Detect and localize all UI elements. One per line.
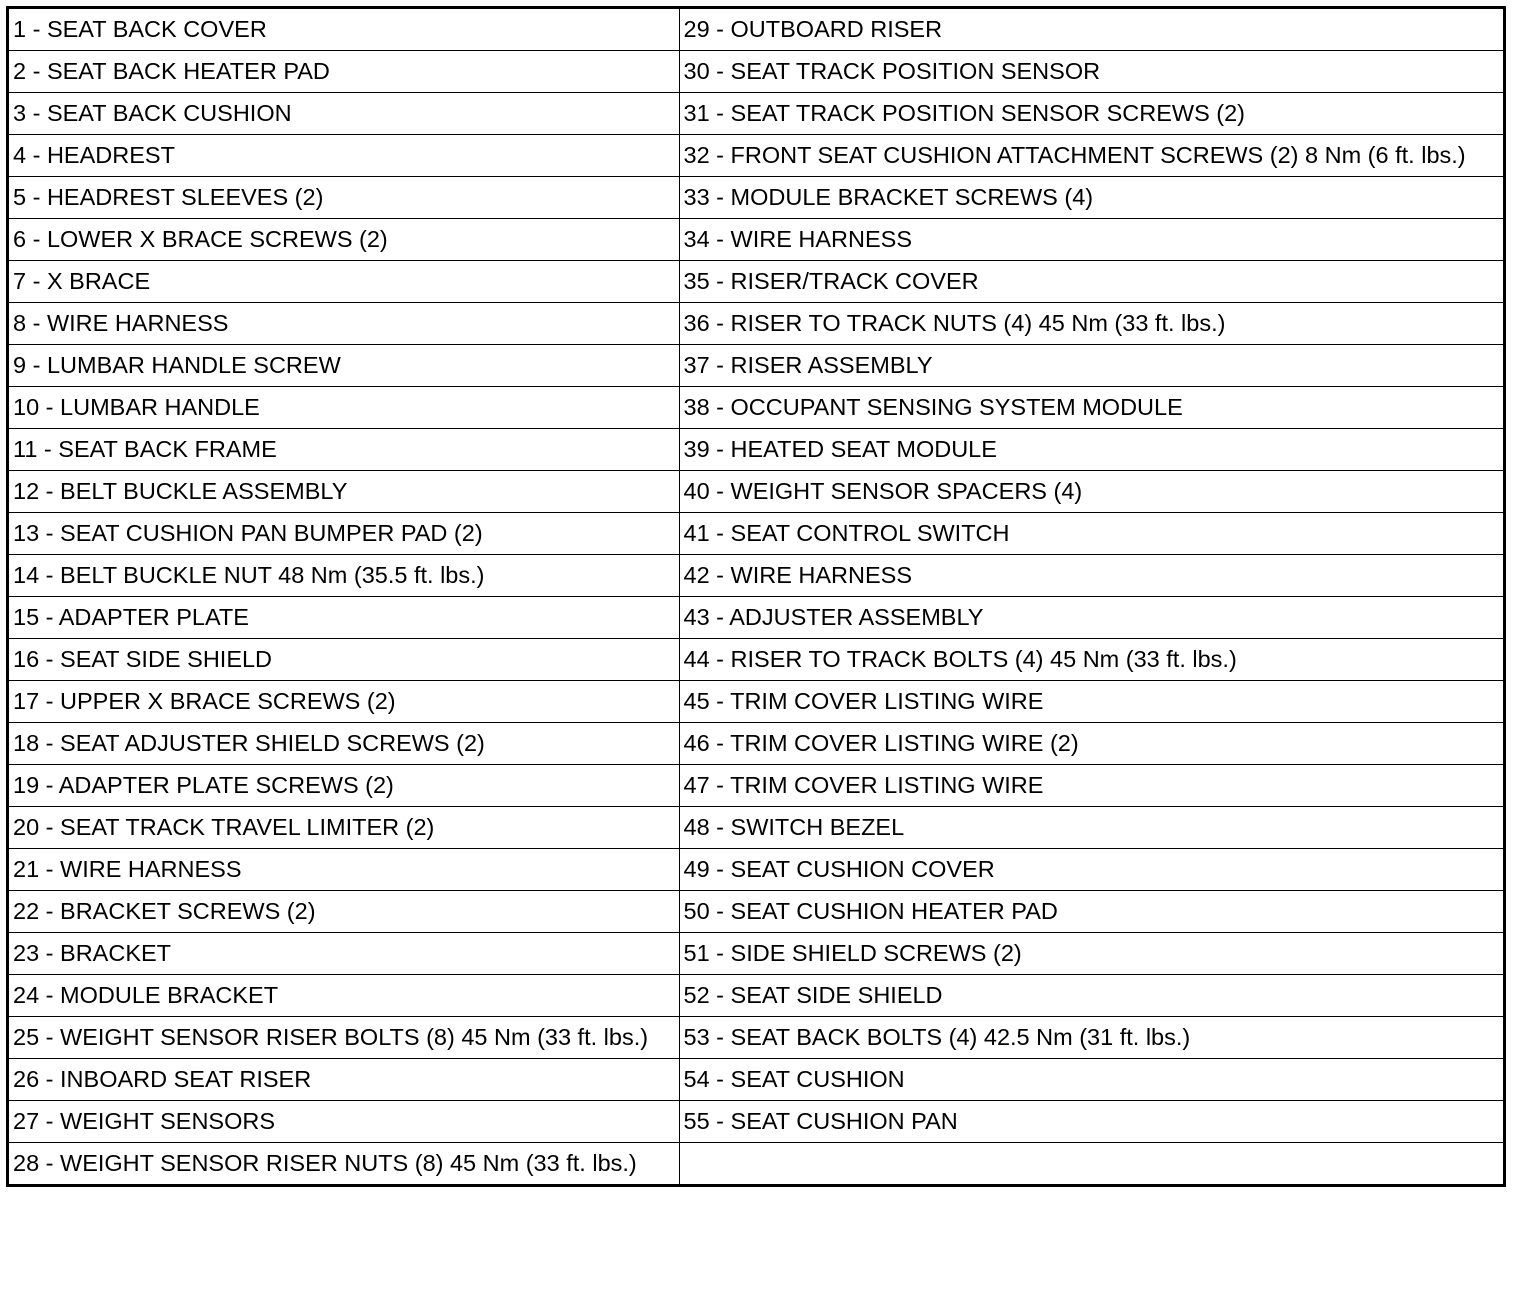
legend-cell-left: 11 - SEAT BACK FRAME [9,429,679,471]
legend-cell-right: 38 - OCCUPANT SENSING SYSTEM MODULE [679,387,1503,429]
legend-cell-left: 26 - INBOARD SEAT RISER [9,1059,679,1101]
legend-cell-right: 43 - ADJUSTER ASSEMBLY [679,597,1503,639]
table-row [9,51,1503,93]
legend-cell-right: 33 - MODULE BRACKET SCREWS (4) [679,177,1503,219]
table-row [9,219,1503,261]
table-row [9,723,1503,765]
legend-cell-left: 15 - ADAPTER PLATE [9,597,679,639]
table-row [9,93,1503,135]
legend-cell-right: 30 - SEAT TRACK POSITION SENSOR [679,51,1503,93]
table-row [9,9,1503,51]
legend-cell-left: 8 - WIRE HARNESS [9,303,679,345]
legend-cell-right: 37 - RISER ASSEMBLY [679,345,1503,387]
table-row [9,597,1503,639]
legend-cell-left: 22 - BRACKET SCREWS (2) [9,891,679,933]
legend-cell-right: 32 - FRONT SEAT CUSHION ATTACHMENT SCREWS (2) 8 Nm (6 ft. lbs.) [679,135,1503,177]
table-row [9,1143,1503,1185]
table-row [9,1017,1503,1059]
legend-cell-right [679,1143,1503,1185]
legend-cell-left: 17 - UPPER X BRACE SCREWS (2) [9,681,679,723]
legend-cell-left: 23 - BRACKET [9,933,679,975]
legend-cell-right: 34 - WIRE HARNESS [679,219,1503,261]
legend-body [9,9,1503,1184]
legend-cell-left: 9 - LUMBAR HANDLE SCREW [9,345,679,387]
table-row [9,261,1503,303]
table-row [9,807,1503,849]
legend-cell-right: 53 - SEAT BACK BOLTS (4) 42.5 Nm (31 ft. lbs.) [679,1017,1503,1059]
legend-cell-left: 20 - SEAT TRACK TRAVEL LIMITER (2) [9,807,679,849]
legend-cell-left: 18 - SEAT ADJUSTER SHIELD SCREWS (2) [9,723,679,765]
legend-cell-left: 24 - MODULE BRACKET [9,975,679,1017]
legend-cell-right: 45 - TRIM COVER LISTING WIRE [679,681,1503,723]
legend-cell-left: 4 - HEADREST [9,135,679,177]
table-row [9,933,1503,975]
legend-cell-right: 41 - SEAT CONTROL SWITCH [679,513,1503,555]
legend-cell-right: 51 - SIDE SHIELD SCREWS (2) [679,933,1503,975]
legend-cell-right: 44 - RISER TO TRACK BOLTS (4) 45 Nm (33 ft. lbs.) [679,639,1503,681]
legend-cell-right: 55 - SEAT CUSHION PAN [679,1101,1503,1143]
legend-cell-left: 3 - SEAT BACK CUSHION [9,93,679,135]
legend-cell-left: 21 - WIRE HARNESS [9,849,679,891]
legend-cell-left: 12 - BELT BUCKLE ASSEMBLY [9,471,679,513]
table-row [9,1101,1503,1143]
legend-cell-left: 19 - ADAPTER PLATE SCREWS (2) [9,765,679,807]
legend-cell-left: 16 - SEAT SIDE SHIELD [9,639,679,681]
table-row [9,681,1503,723]
table-row [9,975,1503,1017]
table-row [9,1059,1503,1101]
legend-cell-left: 5 - HEADREST SLEEVES (2) [9,177,679,219]
legend-cell-right: 47 - TRIM COVER LISTING WIRE [679,765,1503,807]
legend-cell-left: 14 - BELT BUCKLE NUT 48 Nm (35.5 ft. lbs.) [9,555,679,597]
legend-cell-right: 48 - SWITCH BEZEL [679,807,1503,849]
legend-cell-right: 36 - RISER TO TRACK NUTS (4) 45 Nm (33 ft. lbs.) [679,303,1503,345]
legend-cell-left: 7 - X BRACE [9,261,679,303]
legend-cell-left: 6 - LOWER X BRACE SCREWS (2) [9,219,679,261]
legend-cell-left: 10 - LUMBAR HANDLE [9,387,679,429]
table-row [9,387,1503,429]
legend-grid [9,9,1503,1184]
legend-cell-left: 25 - WEIGHT SENSOR RISER BOLTS (8) 45 Nm (33 ft. lbs.) [9,1017,679,1059]
table-row [9,765,1503,807]
table-row [9,429,1503,471]
legend-cell-left: 13 - SEAT CUSHION PAN BUMPER PAD (2) [9,513,679,555]
legend-cell-right: 50 - SEAT CUSHION HEATER PAD [679,891,1503,933]
table-row [9,849,1503,891]
legend-cell-right: 49 - SEAT CUSHION COVER [679,849,1503,891]
legend-cell-right: 54 - SEAT CUSHION [679,1059,1503,1101]
table-row [9,513,1503,555]
table-row [9,555,1503,597]
table-row [9,177,1503,219]
table-row [9,639,1503,681]
table-row [9,303,1503,345]
legend-cell-right: 31 - SEAT TRACK POSITION SENSOR SCREWS (2) [679,93,1503,135]
table-row [9,345,1503,387]
legend-cell-right: 39 - HEATED SEAT MODULE [679,429,1503,471]
legend-cell-right: 46 - TRIM COVER LISTING WIRE (2) [679,723,1503,765]
legend-cell-left: 2 - SEAT BACK HEATER PAD [9,51,679,93]
legend-cell-right: 29 - OUTBOARD RISER [679,9,1503,51]
table-row [9,471,1503,513]
legend-cell-left: 27 - WEIGHT SENSORS [9,1101,679,1143]
legend-cell-right: 52 - SEAT SIDE SHIELD [679,975,1503,1017]
legend-cell-right: 40 - WEIGHT SENSOR SPACERS (4) [679,471,1503,513]
table-row [9,135,1503,177]
legend-cell-right: 42 - WIRE HARNESS [679,555,1503,597]
legend-cell-left: 1 - SEAT BACK COVER [9,9,679,51]
legend-cell-right: 35 - RISER/TRACK COVER [679,261,1503,303]
table-row [9,891,1503,933]
legend-cell-left: 28 - WEIGHT SENSOR RISER NUTS (8) 45 Nm (33 ft. lbs.) [9,1143,679,1185]
parts-legend-table [6,6,1506,1187]
